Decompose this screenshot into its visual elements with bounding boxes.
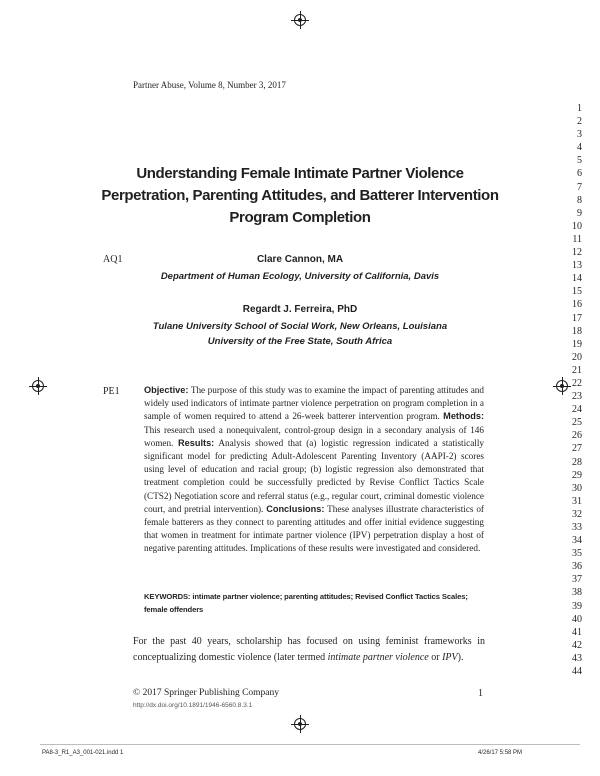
body-text-end: ). xyxy=(457,651,464,663)
line-number: 18 xyxy=(572,325,582,337)
page-number: 1 xyxy=(478,688,483,699)
keywords: KEYWORDS: intimate partner violence; parenting attitudes; Revised Conflict Tactics Scales; female offenders xyxy=(144,592,468,614)
author-affiliation-2b: University of the Free State, South Africa xyxy=(207,336,393,347)
slug-divider xyxy=(40,744,580,745)
line-number: 3 xyxy=(577,129,582,141)
line-number: 13 xyxy=(572,260,582,272)
author-name-1: Clare Cannon, MA xyxy=(256,254,344,265)
line-number: 4 xyxy=(577,142,582,154)
line-number: 30 xyxy=(572,482,582,494)
slug-timestamp: 4/26/17 5:58 PM xyxy=(478,750,523,756)
line-number: 10 xyxy=(572,220,582,232)
abstract-results-text: Analysis showed that (a) logistic regression indicated a statistically significant model for predicting Adult-Adolescent Parenting Inventory (AAPI-2) scores using level of education and racial group; (b) logistic regression also demonstrated that treatment completion could be successfully predicted by Revise Conflict Tactics Scale (CTS2) Negotiation score and referral status (e.g., regular court, criminal domestic violence court, and pretrial intervention). xyxy=(144,437,485,514)
line-number: 37 xyxy=(572,574,582,586)
abstract xyxy=(144,384,484,556)
author-name-2: Regardt J. Ferreira, PhD xyxy=(242,304,358,315)
line-number: 17 xyxy=(572,312,582,324)
author-affiliation-1: Department of Human Ecology, University of California, Davis xyxy=(160,271,440,282)
line-number: 23 xyxy=(572,391,582,403)
line-number: 7 xyxy=(577,181,582,193)
body-text-start: For the past 40 years, scholarship has focused on using feminist frameworks in conceptualizing domestic violence (later termed xyxy=(133,636,485,663)
line-number: 44 xyxy=(572,666,582,678)
author-query-mark: AQ1 xyxy=(103,254,123,265)
registration-mark-top-icon xyxy=(294,14,306,26)
body-italic-term-2: IPV xyxy=(442,651,458,663)
line-number: 25 xyxy=(572,417,582,429)
abstract-conclusions-label: Conclusions: xyxy=(266,503,325,514)
running-header: Partner Abuse, Volume 8, Number 3, 2017 xyxy=(133,80,286,90)
abstract-objective-label: Objective: xyxy=(144,385,189,395)
body-text-mid: or xyxy=(428,651,443,663)
line-number: 2 xyxy=(577,116,582,128)
line-number: 29 xyxy=(572,469,582,481)
body-italic-term-1: intimate partner violence xyxy=(327,651,429,663)
line-number: 15 xyxy=(572,286,582,298)
abstract-results-label: Results: xyxy=(177,437,215,448)
abstract-conclusions-text: These analyses illustrate characteristics of female batterers as they connect to parenting attitudes and offer initial evidence suggesting that women in treatment for intimate partner violence (IPV) perpetration display a host of negative parenting attitudes. Implications of these results were investigated and considered. xyxy=(144,503,484,554)
line-number: 1 xyxy=(577,103,582,114)
abstract-methods-text: This research used a nonequivalent, control-group design in a secondary analysis of 146 women. xyxy=(144,424,484,448)
line-numbers xyxy=(560,102,582,678)
line-number: 34 xyxy=(572,535,582,547)
line-number: 22 xyxy=(572,377,582,389)
line-number: 42 xyxy=(572,639,582,651)
registration-mark-bottom-icon xyxy=(294,718,306,730)
copyright-notice: © 2017 Springer Publishing Company xyxy=(133,688,280,698)
line-number: 9 xyxy=(577,207,582,219)
proof-edit-mark: PE1 xyxy=(103,386,120,397)
line-number: 40 xyxy=(572,613,582,625)
line-number: 41 xyxy=(572,626,582,638)
abstract-methods-label: Methods: xyxy=(443,411,484,422)
line-number: 27 xyxy=(572,443,582,455)
line-number: 32 xyxy=(572,508,582,520)
line-number: 24 xyxy=(572,404,582,416)
line-number: 43 xyxy=(572,652,582,664)
line-number: 21 xyxy=(572,364,582,376)
doi-link[interactable]: http://dx.doi.org/10.1891/1946-6560.8.3.1 xyxy=(133,702,253,709)
line-number: 8 xyxy=(577,194,582,206)
line-number: 39 xyxy=(572,600,582,612)
line-number: 38 xyxy=(572,587,582,599)
line-number: 31 xyxy=(572,495,582,507)
line-number: 5 xyxy=(577,155,582,167)
line-number: 11 xyxy=(572,233,582,245)
line-number: 33 xyxy=(572,522,582,533)
line-number: 20 xyxy=(572,351,582,363)
author-affiliation-2a: Tulane University School of Social Work, New Orleans, Louisiana xyxy=(152,321,448,332)
article-title: Understanding Female Intimate Partner Violence Perpetration, Parenting Attitudes, and Batterer Intervention Program Completion xyxy=(101,165,499,226)
registration-mark-left-icon xyxy=(32,380,44,392)
line-number: 19 xyxy=(572,338,582,350)
line-number: 16 xyxy=(572,299,582,311)
line-number: 36 xyxy=(572,561,582,573)
line-number: 28 xyxy=(572,456,582,468)
line-number: 6 xyxy=(577,168,582,180)
line-number: 14 xyxy=(572,273,582,285)
line-number: 12 xyxy=(572,247,582,259)
slug-filename: PA8-3_R1_A3_001-021.indd 1 xyxy=(42,750,124,756)
body-paragraph xyxy=(133,634,485,665)
abstract-objective-text: The purpose of this study was to examine the impact of parenting attitudes and widely used indicators of intimate partner violence perpetration on program completion in a sample of women required to attend a 26-week batterer intervention program. xyxy=(144,385,484,422)
line-number: 26 xyxy=(572,430,582,442)
line-number: 35 xyxy=(572,548,582,560)
